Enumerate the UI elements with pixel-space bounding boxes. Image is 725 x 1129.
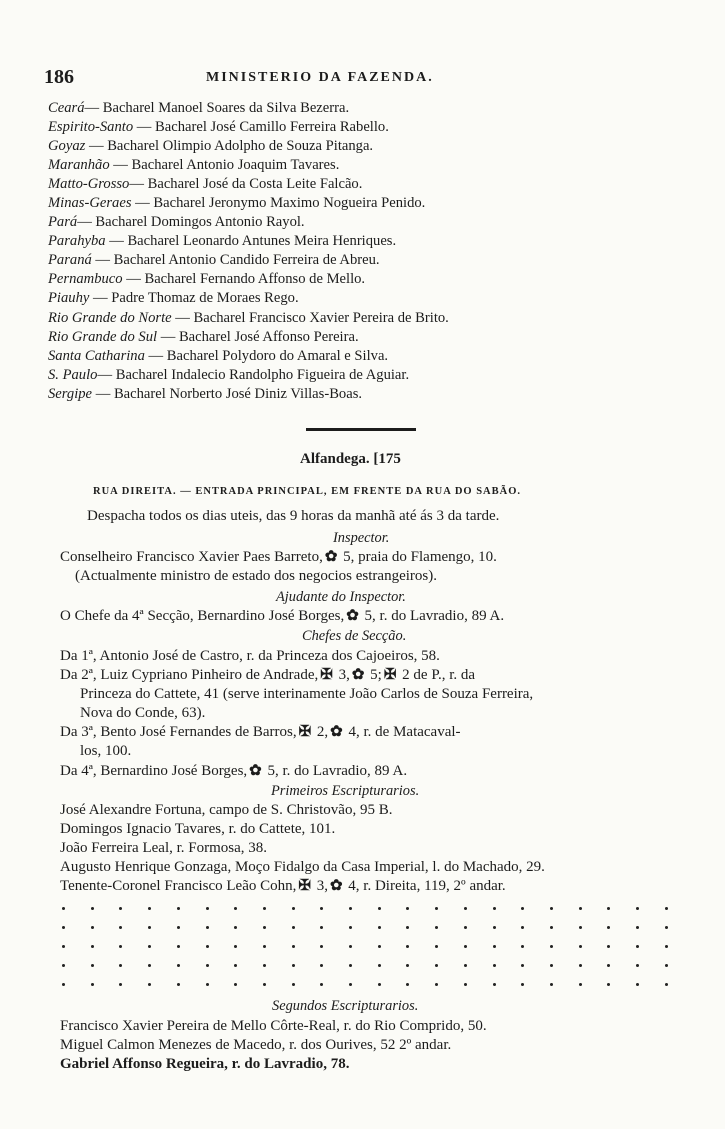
chefe-continuation: Nova do Conde, 63).	[80, 705, 206, 721]
province-line: Espirito-Santo — Bacharel José Camillo Ferreira Rabello.	[48, 119, 389, 135]
province-line: Paraná — Bacharel Antonio Candido Ferreira de Abreu.	[48, 252, 380, 268]
inspector-heading: Inspector.	[333, 530, 390, 546]
province-line: Minas-Geraes — Bacharel Jeronymo Maximo Nogueira Penido.	[48, 195, 426, 211]
escripturario-entry: Francisco Xavier Pereira de Mello Côrte-Real, r. do Rio Comprido, 50.	[60, 1018, 487, 1034]
province-line: S. Paulo— Bacharel Indalecio Randolpho Figueira de Aguiar.	[48, 367, 410, 383]
rose-icon: ✿	[329, 878, 343, 894]
escripturario-entry: Gabriel Affonso Regueira, r. do Lavradio, 78.	[60, 1056, 350, 1072]
cross-icon: ✠	[298, 724, 312, 740]
province-line: Ceará— Bacharel Manoel Soares da Silva Bezerra.	[48, 100, 350, 116]
rose-icon: ✿	[249, 763, 262, 779]
primeiros-heading: Primeiros Escripturarios.	[271, 783, 420, 799]
escripturario-entry: Tenente-Coronel Francisco Leão Cohn, ✠ 3, ✿ 4, r. Direita, 119, 2º andar.	[60, 878, 506, 894]
escripturario-entry: Augusto Henrique Gonzaga, Moço Fidalgo da Casa Imperial, l. do Machado, 29.	[60, 859, 545, 875]
province-line: Pernambuco — Bacharel Fernando Affonso de Mello.	[48, 271, 366, 287]
province-line: Piauhy — Padre Thomaz de Moraes Rego.	[48, 290, 299, 306]
escripturario-entry: José Alexandre Fortuna, campo de S. Christovão, 95 B.	[60, 802, 393, 818]
inspector-entry: Conselheiro Francisco Xavier Paes Barreto, ✿ 5, praia do Flamengo, 10.	[60, 549, 497, 565]
ajudante-heading: Ajudante do Inspector.	[276, 589, 406, 605]
section-divider	[306, 428, 416, 431]
inspector-note: (Actualmente ministro de estado dos negocios estrangeiros).	[75, 568, 437, 584]
province-line: Parahyba — Bacharel Leonardo Antunes Meira Henriques.	[48, 233, 397, 249]
dot-leader-row	[62, 959, 668, 973]
province-line: Goyaz — Bacharel Olimpio Adolpho de Souza Pitanga.	[48, 138, 374, 154]
chefe-continuation: Princeza do Cattete, 41 (serve interinamente João Carlos de Souza Ferreira,	[80, 686, 534, 702]
segundos-heading: Segundos Escripturarios.	[272, 998, 419, 1014]
province-line: Matto-Grosso— Bacharel José da Costa Leite Falcão.	[48, 176, 363, 192]
rose-icon: ✿	[346, 608, 359, 624]
rose-icon: ✿	[324, 549, 338, 565]
cross-icon: ✠	[320, 667, 333, 683]
chefe-entry: Da 4ª, Bernardino José Borges, ✿ 5, r. do Lavradio, 89 A.	[60, 763, 408, 779]
province-line: Maranhão — Bacharel Antonio Joaquim Tavares.	[48, 157, 340, 173]
ajudante-entry: O Chefe da 4ª Secção, Bernardino José Borges, ✿ 5, r. do Lavradio, 89 A.	[60, 608, 505, 624]
section-title: Alfandega. [175	[300, 451, 401, 467]
chefe-entry: Da 3ª, Bento José Fernandes de Barros, ✠ 2, ✿ 4, r. de Matacaval-	[60, 724, 461, 740]
page-number: 186	[44, 66, 74, 88]
chefe-entry: Da 2ª, Luiz Cypriano Pinheiro de Andrade, ✠ 3, ✿ 5; ✠ 2 de P., r. da	[60, 667, 476, 683]
dot-leader-row	[62, 902, 668, 916]
section-address: RUA DIREITA. — ENTRADA PRINCIPAL, EM FRENTE DA RUA DO SABÃO.	[93, 486, 522, 497]
dot-leader-row	[62, 921, 668, 935]
province-line: Pará— Bacharel Domingos Antonio Rayol.	[48, 214, 305, 230]
chefe-entry: Da 1ª, Antonio José de Castro, r. da Princeza dos Cajoeiros, 58.	[60, 648, 440, 664]
chefes-heading: Chefes de Secção.	[302, 628, 407, 644]
section-hours: Despacha todos os dias uteis, das 9 horas da manhã até ás 3 da tarde.	[87, 508, 500, 524]
cross-icon: ✠	[383, 667, 397, 683]
cross-icon: ✠	[298, 878, 311, 894]
chefe-continuation: los, 100.	[80, 743, 132, 759]
province-line: Sergipe — Bacharel Norberto José Diniz Villas-Boas.	[48, 386, 363, 402]
province-line: Rio Grande do Norte — Bacharel Francisco Xavier Pereira de Brito.	[48, 310, 449, 326]
province-line: Rio Grande do Sul — Bacharel José Affonso Pereira.	[48, 329, 359, 345]
dot-leader-row	[62, 940, 668, 954]
rose-icon: ✿	[330, 724, 343, 740]
running-title: MINISTERIO DA FAZENDA.	[206, 70, 434, 85]
dot-leader-row	[62, 978, 668, 992]
escripturario-entry: Miguel Calmon Menezes de Macedo, r. dos Ourives, 52 2º andar.	[60, 1037, 452, 1053]
province-line: Santa Catharina — Bacharel Polydoro do Amaral e Silva.	[48, 348, 389, 364]
escripturario-entry: João Ferreira Leal, r. Formosa, 38.	[60, 840, 268, 856]
page-header	[44, 66, 514, 92]
escripturario-entry: Domingos Ignacio Tavares, r. do Cattete, 101.	[60, 821, 336, 837]
rose-icon: ✿	[351, 667, 365, 683]
